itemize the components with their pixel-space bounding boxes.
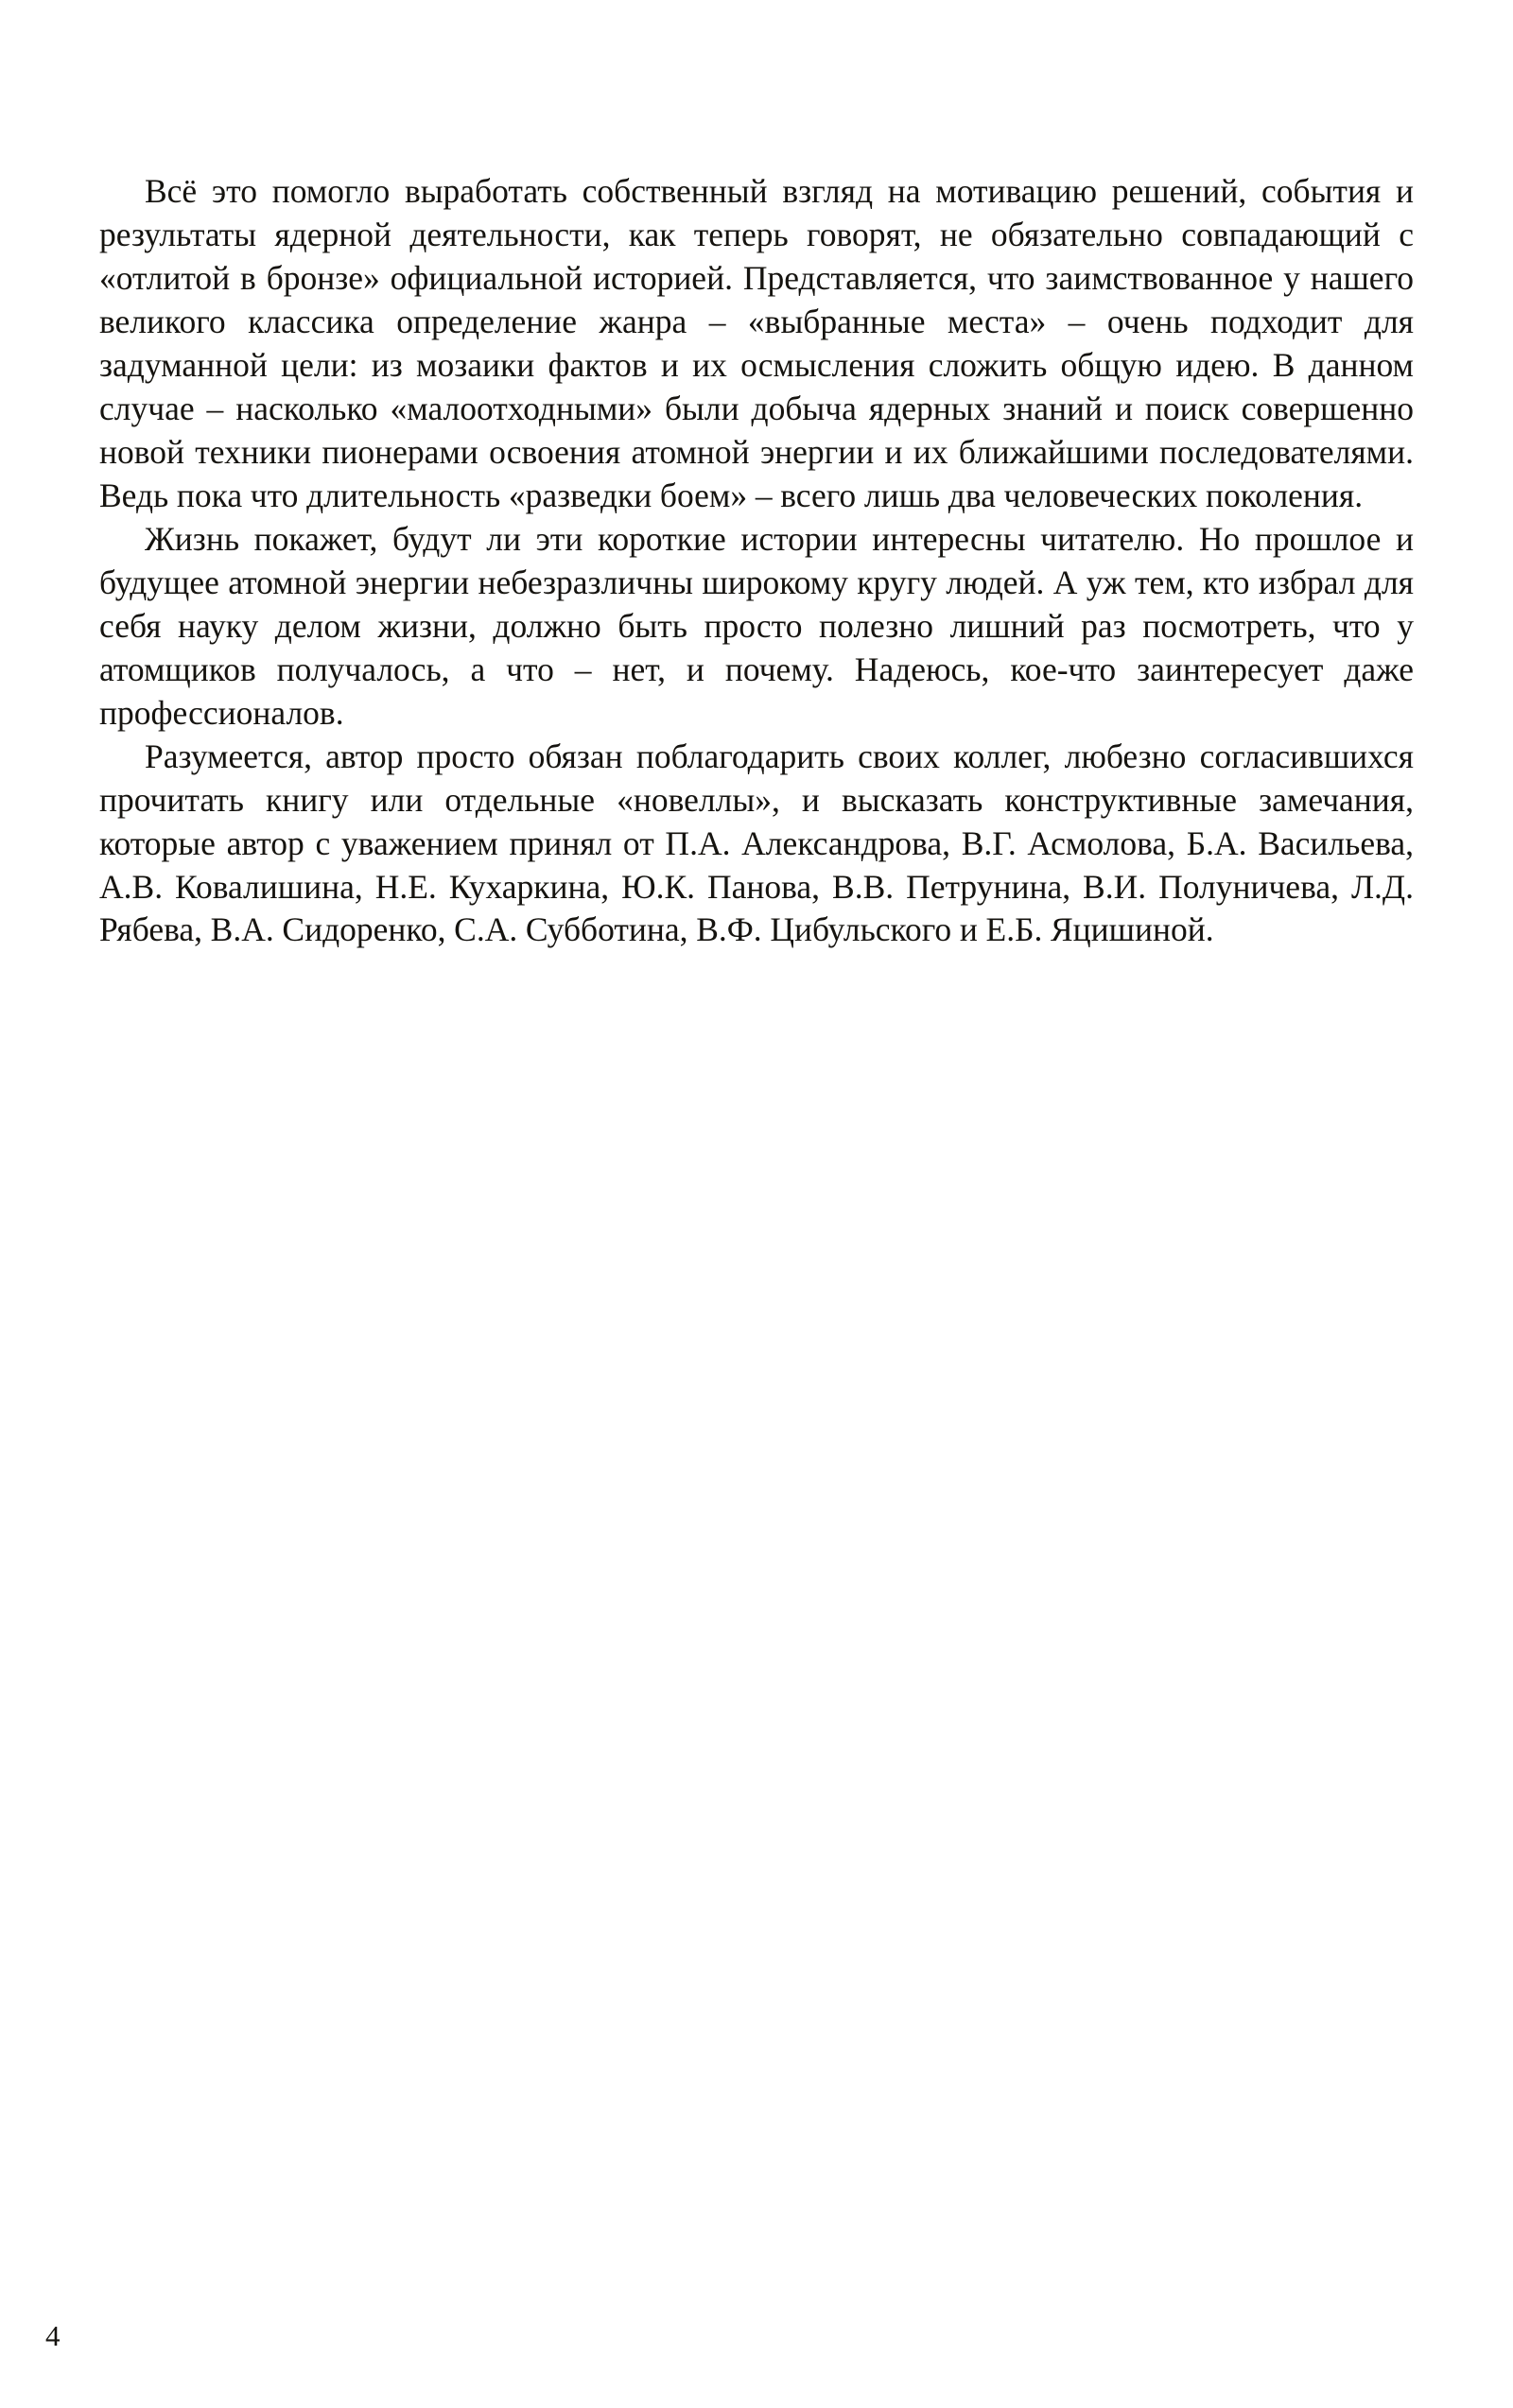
paragraph-3: Разумеется, автор просто обязан поблагодарить своих коллег, любезно согласившихся прочитать книгу или отдельные «новеллы», и высказать конструктивные замечания, которые автор с уважением принял от П.А. Александрова, В.Г. Асмолова, Б.А. Васильева, А.В. Ковалишина, Н.Е. Кухаркина, Ю.К. Панова, В.В. Петрунина, В.И. Полуничева, Л.Д. Рябева, В.А. Сидоренко, С.А. Субботина, В.Ф. Цибульского и Е.Б. Яцишиной. — [99, 736, 1414, 949]
body-text — [99, 170, 1414, 952]
paragraph-1: Всё это помогло выработать собственный взгляд на мотивацию решений, события и результаты ядерной деятельности, как теперь говорят, не обязательно совпадающий с «отлитой в бронзе» официальной историей. Представляется, что заимствованное у нашего великого классика определение жанра – «выбранные места» – очень подходит для задуманной цели: из мозаики фактов и их осмысления сложить общую идею. В данном случае – насколько «малоотходными» были добыча ядерных знаний и поиск совершенно новой техники пионерами освоения атомной энергии и их ближайшими последователями. Ведь пока что длительность «разведки боем» – всего лишь два человеческих поколения. — [99, 172, 1414, 514]
page-number: 4 — [45, 2319, 61, 2352]
paragraph-2: Жизнь покажет, будут ли эти короткие истории интересны читателю. Но прошлое и будущее атомной энергии небезразличны широкому кругу людей. А уж тем, кто избрал для себя науку делом жизни, должно быть просто полезно лишний раз посмотреть, что у атомщиков получалось, а что – нет, и почему. Надеюсь, кое-что заинтересует даже профессионалов. — [99, 519, 1414, 732]
